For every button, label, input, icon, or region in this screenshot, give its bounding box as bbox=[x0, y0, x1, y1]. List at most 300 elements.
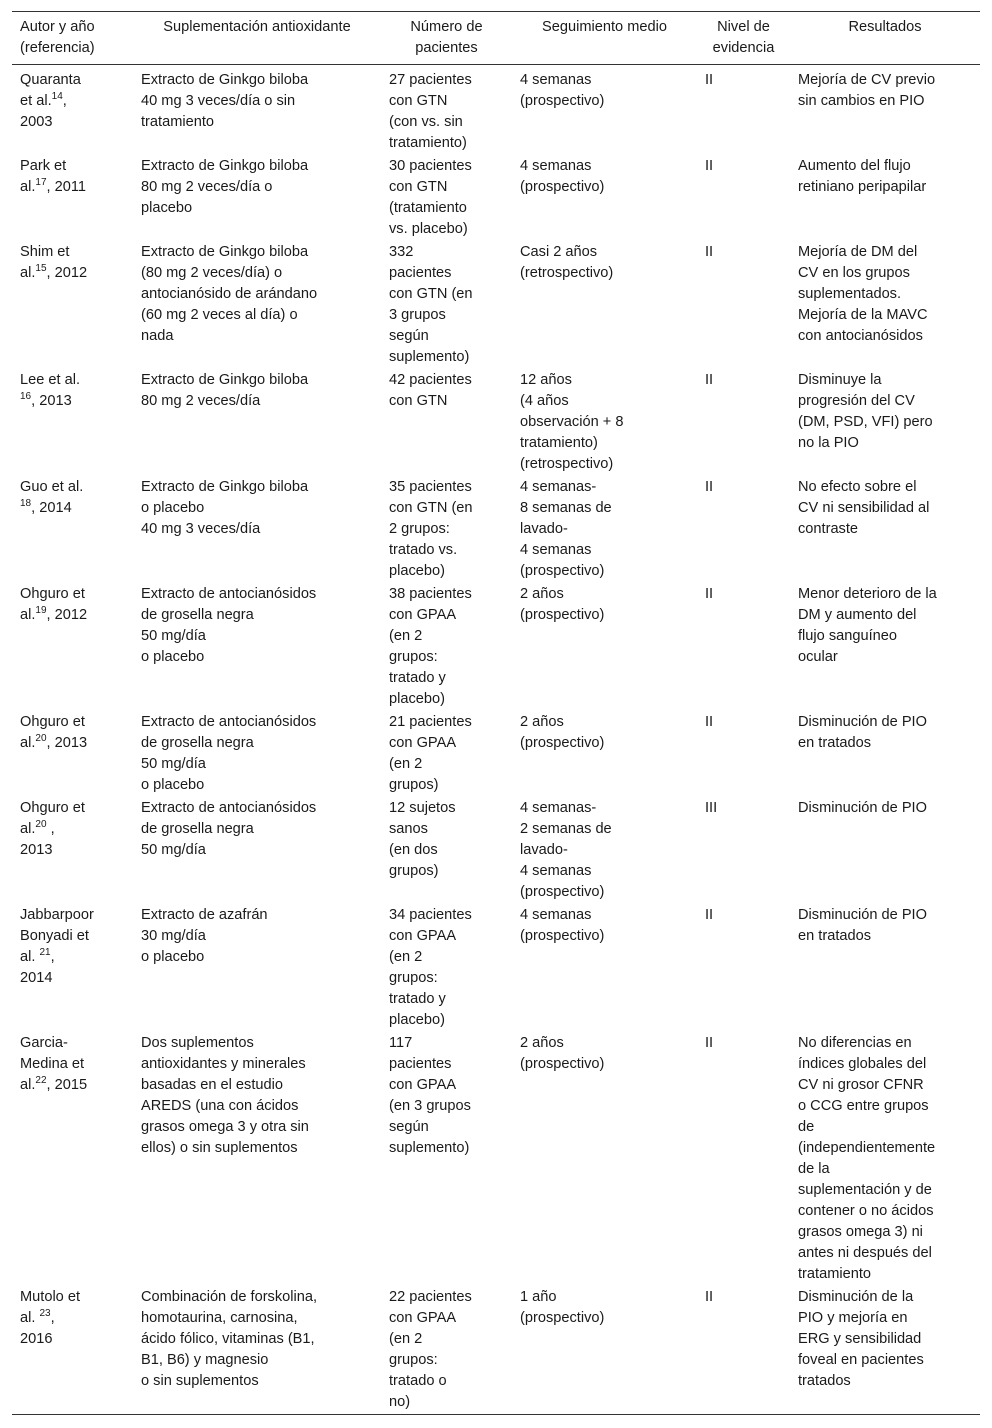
header-line: Nivel de bbox=[717, 19, 770, 35]
author-line bbox=[20, 91, 125, 112]
cell-results-line: con antocianósidos bbox=[798, 328, 923, 344]
cell-followup-line: (prospectivo) bbox=[520, 563, 605, 579]
author-line bbox=[20, 584, 125, 605]
cell-supplement-line: AREDS (una con ácidos bbox=[141, 1098, 299, 1114]
cell-patients-line: (en 3 grupos bbox=[389, 1098, 471, 1114]
cell-supplement-line: antioxidantes y minerales bbox=[141, 1056, 306, 1072]
cell-author-year bbox=[12, 583, 133, 711]
cell-patients-line: (en 2 bbox=[389, 949, 423, 965]
cell-followup-line: (prospectivo) bbox=[520, 607, 605, 623]
cell-followup-line: 4 semanas bbox=[520, 907, 592, 923]
cell-patients-line: tratado y bbox=[389, 670, 446, 686]
cell-patients-line: 27 pacientes bbox=[389, 72, 472, 88]
author-text: Guo et al. bbox=[20, 479, 84, 495]
cell-patients-line: 12 sujetos bbox=[389, 800, 456, 816]
cell-evidence bbox=[697, 583, 790, 711]
cell-followup bbox=[512, 65, 697, 156]
cell-supplement-line: 50 mg/día bbox=[141, 756, 206, 772]
cell-patients-line: (en 2 bbox=[389, 756, 423, 772]
cell-patients-line: tratado o bbox=[389, 1373, 447, 1389]
cell-patients-line: 332 bbox=[389, 244, 414, 260]
cell-patients bbox=[381, 797, 512, 904]
reference-number: 20 bbox=[35, 819, 47, 830]
header-results bbox=[790, 12, 980, 65]
cell-followup-line: (prospectivo) bbox=[520, 735, 605, 751]
author-text: Bonyadi et bbox=[20, 928, 89, 944]
author-line bbox=[20, 712, 125, 733]
cell-supplement-line: o placebo bbox=[141, 949, 205, 965]
cell-results-line: Disminución de la bbox=[798, 1289, 914, 1305]
table-row bbox=[12, 476, 980, 583]
cell-evidence bbox=[697, 904, 790, 1032]
cell-evidence-line: II bbox=[705, 244, 714, 260]
cell-patients-line: según bbox=[389, 1119, 429, 1135]
cell-results-line: grasos omega 3) ni bbox=[798, 1224, 923, 1240]
cell-patients bbox=[381, 476, 512, 583]
header-line: (referencia) bbox=[20, 40, 95, 56]
cell-followup bbox=[512, 904, 697, 1032]
cell-supplement bbox=[133, 65, 381, 156]
cell-patients-line: 38 pacientes bbox=[389, 586, 472, 602]
cell-results-line: CV en los grupos bbox=[798, 265, 910, 281]
cell-supplement-line: Extracto de antocianósidos bbox=[141, 586, 317, 602]
cell-followup-line: 2 años bbox=[520, 714, 564, 730]
cell-supplement-line: tratamiento bbox=[141, 114, 215, 130]
cell-patients-line: grupos) bbox=[389, 863, 439, 879]
cell-results-line: tratados bbox=[798, 1373, 851, 1389]
author-text: , bbox=[50, 949, 55, 965]
cell-supplement bbox=[133, 711, 381, 797]
cell-patients-line: con GPAA bbox=[389, 735, 457, 751]
cell-supplement-line: o placebo bbox=[141, 649, 205, 665]
cell-followup-line: (4 años bbox=[520, 393, 569, 409]
cell-supplement-line: de grosella negra bbox=[141, 821, 254, 837]
cell-supplement-line: ellos) o sin suplementos bbox=[141, 1140, 298, 1156]
author-line bbox=[20, 968, 125, 989]
cell-evidence-line: III bbox=[705, 800, 718, 816]
cell-results-line: CV ni grosor CFNR bbox=[798, 1077, 924, 1093]
cell-patients-line: (en dos bbox=[389, 842, 438, 858]
cell-patients-line: grupos: bbox=[389, 970, 438, 986]
author-text: Medina et bbox=[20, 1056, 85, 1072]
cell-results-line: de la bbox=[798, 1161, 830, 1177]
author-text: , 2013 bbox=[31, 393, 72, 409]
header-author-year bbox=[12, 12, 133, 65]
cell-patients-line: suplemento) bbox=[389, 1140, 470, 1156]
cell-evidence bbox=[697, 711, 790, 797]
cell-followup-line: 8 semanas de bbox=[520, 500, 612, 516]
cell-followup-line: Casi 2 años bbox=[520, 244, 598, 260]
cell-patients bbox=[381, 369, 512, 476]
cell-patients-line: con GPAA bbox=[389, 928, 457, 944]
cell-patients-line: con GPAA bbox=[389, 1077, 457, 1093]
cell-results-line: ocular bbox=[798, 649, 838, 665]
cell-supplement-line: basadas en el estudio bbox=[141, 1077, 283, 1093]
header-evidence bbox=[697, 12, 790, 65]
table-row bbox=[12, 583, 980, 711]
author-line bbox=[20, 391, 125, 412]
reference-number: 15 bbox=[35, 263, 47, 274]
cell-results-line: Mejoría de CV previo bbox=[798, 72, 936, 88]
cell-patients-line: 35 pacientes bbox=[389, 479, 472, 495]
author-text: al. bbox=[20, 821, 36, 837]
reference-number: 23 bbox=[39, 1308, 51, 1319]
cell-patients-line: sanos bbox=[389, 821, 428, 837]
cell-results-line: No efecto sobre el bbox=[798, 479, 917, 495]
cell-supplement-line: B1, B6) y magnesio bbox=[141, 1352, 269, 1368]
author-line bbox=[20, 605, 125, 626]
cell-patients-line: con GTN (en bbox=[389, 500, 473, 516]
cell-patients-line: vs. placebo) bbox=[389, 221, 468, 237]
cell-followup bbox=[512, 1032, 697, 1286]
cell-supplement-line: grasos omega 3 y otra sin bbox=[141, 1119, 309, 1135]
table-row bbox=[12, 797, 980, 904]
cell-results bbox=[790, 1286, 980, 1415]
author-text: al. bbox=[20, 265, 36, 281]
cell-patients bbox=[381, 1286, 512, 1415]
table-row bbox=[12, 904, 980, 1032]
author-text: , bbox=[50, 1310, 55, 1326]
header-line: Resultados bbox=[848, 19, 922, 35]
author-line bbox=[20, 1033, 125, 1054]
cell-supplement-line: antocianósido de arándano bbox=[141, 286, 318, 302]
cell-author-year bbox=[12, 797, 133, 904]
author-line bbox=[20, 926, 125, 947]
cell-followup bbox=[512, 155, 697, 241]
cell-supplement bbox=[133, 904, 381, 1032]
cell-supplement-line: (80 mg 2 veces/día) o bbox=[141, 265, 283, 281]
cell-supplement bbox=[133, 155, 381, 241]
cell-followup-line: (retrospectivo) bbox=[520, 456, 614, 472]
cell-patients-line: grupos: bbox=[389, 649, 438, 665]
cell-results bbox=[790, 241, 980, 369]
cell-results-line: Disminución de PIO bbox=[798, 800, 927, 816]
table-row bbox=[12, 369, 980, 476]
author-line bbox=[20, 1329, 125, 1350]
cell-results-line: Disminuye la bbox=[798, 372, 882, 388]
cell-supplement-line: 80 mg 2 veces/día bbox=[141, 393, 261, 409]
cell-patients-line: 3 grupos bbox=[389, 307, 446, 323]
cell-evidence-line: II bbox=[705, 158, 714, 174]
cell-supplement-line: ácido fólico, vitaminas (B1, bbox=[141, 1331, 315, 1347]
cell-patients-line: (en 2 bbox=[389, 1331, 423, 1347]
cell-patients-line: 21 pacientes bbox=[389, 714, 472, 730]
author-line bbox=[20, 840, 125, 861]
cell-supplement bbox=[133, 583, 381, 711]
cell-author-year bbox=[12, 155, 133, 241]
cell-supplement-line: 50 mg/día bbox=[141, 628, 206, 644]
cell-followup-line: (prospectivo) bbox=[520, 884, 605, 900]
cell-supplement-line: Combinación de forskolina, bbox=[141, 1289, 318, 1305]
cell-patients-line: tratado vs. bbox=[389, 542, 458, 558]
author-line bbox=[20, 733, 125, 754]
cell-author-year bbox=[12, 65, 133, 156]
cell-patients-line: con GPAA bbox=[389, 1310, 457, 1326]
cell-results-line: foveal en pacientes bbox=[798, 1352, 924, 1368]
cell-followup bbox=[512, 797, 697, 904]
cell-results bbox=[790, 797, 980, 904]
cell-results-line: o CCG entre grupos bbox=[798, 1098, 929, 1114]
author-line bbox=[20, 1054, 125, 1075]
cell-supplement-line: o sin suplementos bbox=[141, 1373, 259, 1389]
cell-evidence bbox=[697, 369, 790, 476]
cell-patients-line: grupos) bbox=[389, 777, 439, 793]
author-line bbox=[20, 370, 125, 391]
cell-results-line: Menor deterioro de la bbox=[798, 586, 937, 602]
cell-supplement-line: 40 mg 3 veces/día bbox=[141, 521, 261, 537]
header-supplement bbox=[133, 12, 381, 65]
author-text: Lee et al. bbox=[20, 372, 81, 388]
cell-followup bbox=[512, 241, 697, 369]
cell-results-line: Mejoría de DM del bbox=[798, 244, 918, 260]
table-row bbox=[12, 1286, 980, 1415]
cell-results-line: PIO y mejoría en bbox=[798, 1310, 908, 1326]
cell-supplement-line: 30 mg/día bbox=[141, 928, 206, 944]
cell-patients-line: (en 2 bbox=[389, 628, 423, 644]
cell-author-year bbox=[12, 1032, 133, 1286]
cell-followup-line: 4 semanas bbox=[520, 158, 592, 174]
cell-supplement-line: Extracto de Ginkgo biloba bbox=[141, 479, 309, 495]
cell-followup bbox=[512, 369, 697, 476]
cell-patients bbox=[381, 241, 512, 369]
cell-followup bbox=[512, 476, 697, 583]
reference-number: 22 bbox=[35, 1075, 47, 1086]
cell-patients-line: 117 bbox=[389, 1035, 413, 1051]
cell-results bbox=[790, 1032, 980, 1286]
cell-patients-line: tratamiento) bbox=[389, 135, 467, 151]
cell-supplement-line: placebo bbox=[141, 200, 193, 216]
author-text: Jabbarpoor bbox=[20, 907, 94, 923]
cell-results bbox=[790, 583, 980, 711]
cell-supplement-line: nada bbox=[141, 328, 174, 344]
cell-followup-line: (prospectivo) bbox=[520, 928, 605, 944]
author-text: al. bbox=[20, 735, 36, 751]
cell-evidence bbox=[697, 65, 790, 156]
header-line: pacientes bbox=[415, 40, 478, 56]
cell-followup-line: (prospectivo) bbox=[520, 1310, 605, 1326]
author-text: , 2012 bbox=[46, 607, 88, 623]
cell-followup bbox=[512, 711, 697, 797]
cell-author-year bbox=[12, 369, 133, 476]
cell-patients-line: pacientes bbox=[389, 265, 452, 281]
cell-followup-line: 2 semanas de bbox=[520, 821, 612, 837]
cell-patients-line: suplemento) bbox=[389, 349, 470, 365]
cell-supplement-line: o placebo bbox=[141, 777, 205, 793]
reference-number: 19 bbox=[35, 605, 47, 616]
author-text: , bbox=[62, 93, 67, 109]
cell-patients-line: según bbox=[389, 328, 429, 344]
header-line: Seguimiento medio bbox=[542, 19, 667, 35]
cell-author-year bbox=[12, 1286, 133, 1415]
cell-patients-line: con GTN bbox=[389, 179, 448, 195]
cell-evidence-line: II bbox=[705, 714, 714, 730]
author-text: et al. bbox=[20, 93, 52, 109]
author-text: al. bbox=[20, 607, 36, 623]
cell-evidence bbox=[697, 155, 790, 241]
cell-results-line: contener o no ácidos bbox=[798, 1203, 934, 1219]
cell-followup-line: (prospectivo) bbox=[520, 179, 605, 195]
author-text: al. bbox=[20, 1077, 36, 1093]
header-row bbox=[12, 12, 980, 65]
cell-evidence-line: II bbox=[705, 1035, 714, 1051]
cell-followup-line: observación + 8 bbox=[520, 414, 624, 430]
reference-number: 20 bbox=[35, 733, 47, 744]
antioxidant-studies-table-container bbox=[12, 11, 980, 1415]
cell-results bbox=[790, 476, 980, 583]
table-row bbox=[12, 65, 980, 156]
author-text: , 2012 bbox=[46, 265, 88, 281]
cell-supplement-line: Extracto de azafrán bbox=[141, 907, 268, 923]
cell-evidence bbox=[697, 797, 790, 904]
reference-number: 16 bbox=[20, 391, 32, 402]
author-text: , 2015 bbox=[46, 1077, 88, 1093]
cell-results bbox=[790, 711, 980, 797]
author-line bbox=[20, 905, 125, 926]
cell-evidence bbox=[697, 241, 790, 369]
author-text: , 2013 bbox=[46, 735, 88, 751]
author-text: Park et bbox=[20, 158, 67, 174]
cell-supplement-line: 50 mg/día bbox=[141, 842, 206, 858]
author-line bbox=[20, 177, 125, 198]
table-row bbox=[12, 155, 980, 241]
header-followup bbox=[512, 12, 697, 65]
cell-patients-line: placebo) bbox=[389, 563, 445, 579]
cell-evidence-line: II bbox=[705, 586, 714, 602]
cell-results-line: (independientemente bbox=[798, 1140, 936, 1156]
cell-results-line: Disminución de PIO bbox=[798, 907, 927, 923]
author-text: Shim et bbox=[20, 244, 70, 260]
cell-evidence bbox=[697, 476, 790, 583]
cell-results-line: de bbox=[798, 1119, 815, 1135]
cell-results-line: no la PIO bbox=[798, 435, 859, 451]
cell-supplement-line: Extracto de Ginkgo biloba bbox=[141, 72, 309, 88]
cell-followup-line: (prospectivo) bbox=[520, 93, 605, 109]
cell-results-line: suplementados. bbox=[798, 286, 902, 302]
author-line bbox=[20, 70, 125, 91]
cell-evidence bbox=[697, 1286, 790, 1415]
cell-followup-line: lavado- bbox=[520, 521, 568, 537]
author-line bbox=[20, 498, 125, 519]
cell-results-line: (DM, PSD, VFI) pero bbox=[798, 414, 933, 430]
table-row bbox=[12, 1032, 980, 1286]
cell-patients-line: placebo) bbox=[389, 691, 445, 707]
cell-patients bbox=[381, 1032, 512, 1286]
header-line: Autor y año bbox=[20, 19, 95, 35]
author-line bbox=[20, 156, 125, 177]
cell-results-line: Aumento del flujo bbox=[798, 158, 911, 174]
author-line bbox=[20, 242, 125, 263]
author-line bbox=[20, 947, 125, 968]
cell-patients bbox=[381, 155, 512, 241]
reference-number: 21 bbox=[39, 947, 51, 958]
cell-results-line: flujo sanguíneo bbox=[798, 628, 897, 644]
cell-results-line: ERG y sensibilidad bbox=[798, 1331, 922, 1347]
cell-author-year bbox=[12, 711, 133, 797]
cell-followup-line: (prospectivo) bbox=[520, 1056, 605, 1072]
author-line bbox=[20, 1287, 125, 1308]
author-text: Mutolo et bbox=[20, 1289, 81, 1305]
cell-supplement bbox=[133, 369, 381, 476]
header-line: evidencia bbox=[712, 40, 775, 56]
cell-supplement-line: 40 mg 3 veces/día o sin bbox=[141, 93, 296, 109]
author-line bbox=[20, 1075, 125, 1096]
cell-supplement-line: Extracto de Ginkgo biloba bbox=[141, 244, 309, 260]
cell-patients-line: pacientes bbox=[389, 1056, 452, 1072]
author-text: , bbox=[46, 821, 55, 837]
cell-patients bbox=[381, 65, 512, 156]
cell-results-line: suplementación y de bbox=[798, 1182, 932, 1198]
cell-patients-line: placebo) bbox=[389, 1012, 445, 1028]
cell-followup-line: (retrospectivo) bbox=[520, 265, 614, 281]
author-line bbox=[20, 1308, 125, 1329]
cell-followup-line: 12 años bbox=[520, 372, 572, 388]
author-text: al. bbox=[20, 949, 40, 965]
cell-supplement bbox=[133, 476, 381, 583]
reference-number: 18 bbox=[20, 498, 32, 509]
header-line: Número de bbox=[410, 19, 483, 35]
cell-supplement-line: o placebo bbox=[141, 500, 205, 516]
author-text: 2016 bbox=[20, 1331, 53, 1347]
author-text: , 2011 bbox=[46, 179, 87, 195]
cell-author-year bbox=[12, 476, 133, 583]
cell-followup-line: 1 año bbox=[520, 1289, 557, 1305]
cell-supplement-line: de grosella negra bbox=[141, 735, 254, 751]
author-line bbox=[20, 819, 125, 840]
cell-evidence-line: II bbox=[705, 72, 714, 88]
author-text: Quaranta bbox=[20, 72, 81, 88]
table-body bbox=[12, 65, 980, 1415]
cell-followup-line: 4 semanas- bbox=[520, 800, 597, 816]
author-text: , 2014 bbox=[31, 500, 72, 516]
cell-results-line: en tratados bbox=[798, 735, 872, 751]
cell-results-line: Mejoría de la MAVC bbox=[798, 307, 928, 323]
cell-patients-line: 30 pacientes bbox=[389, 158, 472, 174]
author-line bbox=[20, 112, 125, 133]
cell-patients-line: 42 pacientes bbox=[389, 372, 472, 388]
cell-followup bbox=[512, 1286, 697, 1415]
cell-followup-line: 4 semanas bbox=[520, 542, 592, 558]
cell-results bbox=[790, 155, 980, 241]
cell-results-line: DM y aumento del bbox=[798, 607, 917, 623]
cell-results-line: retiniano peripapilar bbox=[798, 179, 927, 195]
cell-patients-line: con GPAA bbox=[389, 607, 457, 623]
cell-results bbox=[790, 904, 980, 1032]
cell-patients bbox=[381, 711, 512, 797]
author-line bbox=[20, 263, 125, 284]
table-row bbox=[12, 241, 980, 369]
reference-number: 14 bbox=[51, 91, 63, 102]
cell-results-line: índices globales del bbox=[798, 1056, 927, 1072]
author-line bbox=[20, 798, 125, 819]
cell-evidence-line: II bbox=[705, 479, 714, 495]
author-text: al. bbox=[20, 179, 36, 195]
cell-followup-line: lavado- bbox=[520, 842, 568, 858]
cell-results-line: antes ni después del bbox=[798, 1245, 932, 1261]
cell-author-year bbox=[12, 904, 133, 1032]
cell-supplement-line: Extracto de Ginkgo biloba bbox=[141, 372, 309, 388]
author-text: 2014 bbox=[20, 970, 53, 986]
cell-patients bbox=[381, 583, 512, 711]
cell-followup-line: 4 semanas bbox=[520, 72, 592, 88]
reference-number: 17 bbox=[35, 177, 47, 188]
cell-supplement-line: Dos suplementos bbox=[141, 1035, 254, 1051]
cell-supplement-line: Extracto de Ginkgo biloba bbox=[141, 158, 309, 174]
cell-results-line: Disminución de PIO bbox=[798, 714, 927, 730]
cell-supplement-line: de grosella negra bbox=[141, 607, 254, 623]
cell-evidence-line: II bbox=[705, 907, 714, 923]
cell-supplement bbox=[133, 1032, 381, 1286]
cell-supplement-line: homotaurina, carnosina, bbox=[141, 1310, 298, 1326]
